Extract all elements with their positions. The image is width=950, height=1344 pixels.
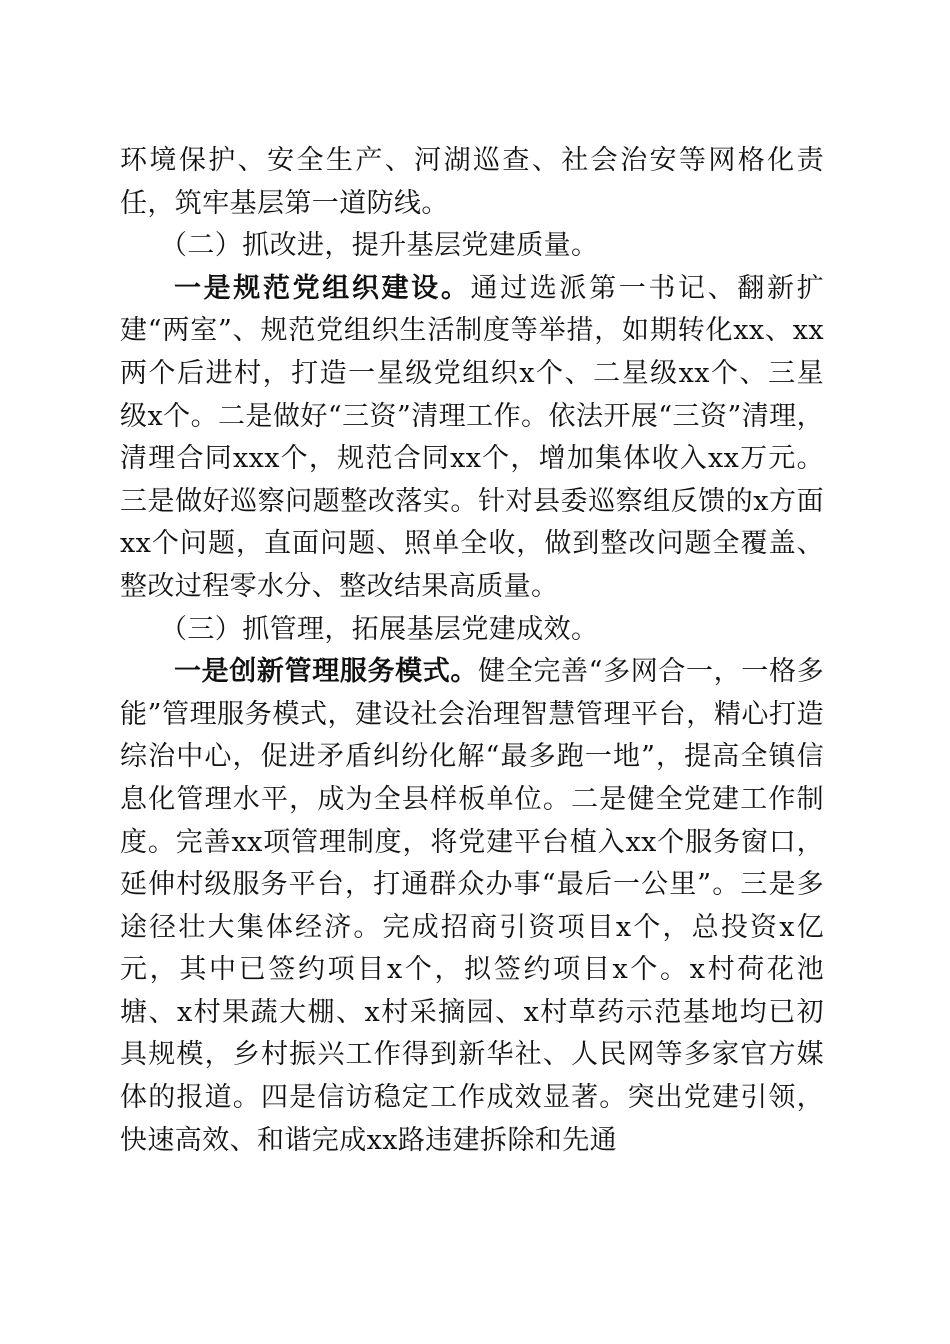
paragraph-innovate-management xyxy=(120,651,824,1162)
paragraph-text: 环境保护、安全生产、河湖巡查、社会治安等网格化责任，筑牢基层第一道防线。 xyxy=(120,145,824,219)
paragraph-text: 通过选派第一书记、翻新扩建“两室”、规范党组织生活制度等举措，如期转化xx、xx两个后进村，打造一星级党组织x个、二星级xx个、三星级x个。二是做好“三资”清理工作。依法开展“三资”清理，清理合同xxx个，规范合同xx个，增加集体收入xx万元。三是做好巡察问题整改落实。针对县委巡察组反馈的x方面xx个问题，直面问题、照单全收，做到整改问题全覆盖、整改过程零水分、整改结果高质量。 xyxy=(120,272,825,602)
paragraph-continuation xyxy=(120,140,824,225)
paragraph-text: 健全完善“多网合一，一格多能”管理服务模式，建设社会治理智慧管理平台，精心打造综治中心，促进矛盾纠纷化解“最多跑一地”，提高全镇信息化管理水平，成为全县样板单位。二是健全党建工作制度。完善xx项管理制度，将党建平台植入xx个服务窗口，延伸村级服务平台，打通群众办事“最后一公里”。三是多途径壮大集体经济。完成招商引资项目x个，总投资x亿元，其中已签约项目x个，拟签约项目x个。x村荷花池塘、x村果蔬大棚、x村采摘园、x村草药示范基地均已初具规模，乡村振兴工作得到新华社、人民网等多家官方媒体的报道。四是信访稳定工作成效显著。突出党建引领，快速高效、和谐完成xx路违建拆除和先通 xyxy=(120,656,824,1156)
section-heading-3 xyxy=(120,609,824,652)
heading-text: （三）抓管理，拓展基层党建成效。 xyxy=(160,613,599,645)
document-body xyxy=(120,140,824,1162)
heading-text: （二）抓改进，提升基层党建质量。 xyxy=(160,230,599,262)
paragraph-standardize-party xyxy=(120,268,824,609)
section-heading-2 xyxy=(120,225,824,268)
paragraph-lead: 一是创新管理服务模式。 xyxy=(174,656,479,688)
paragraph-lead: 一是规范党组织建设。 xyxy=(174,272,471,304)
